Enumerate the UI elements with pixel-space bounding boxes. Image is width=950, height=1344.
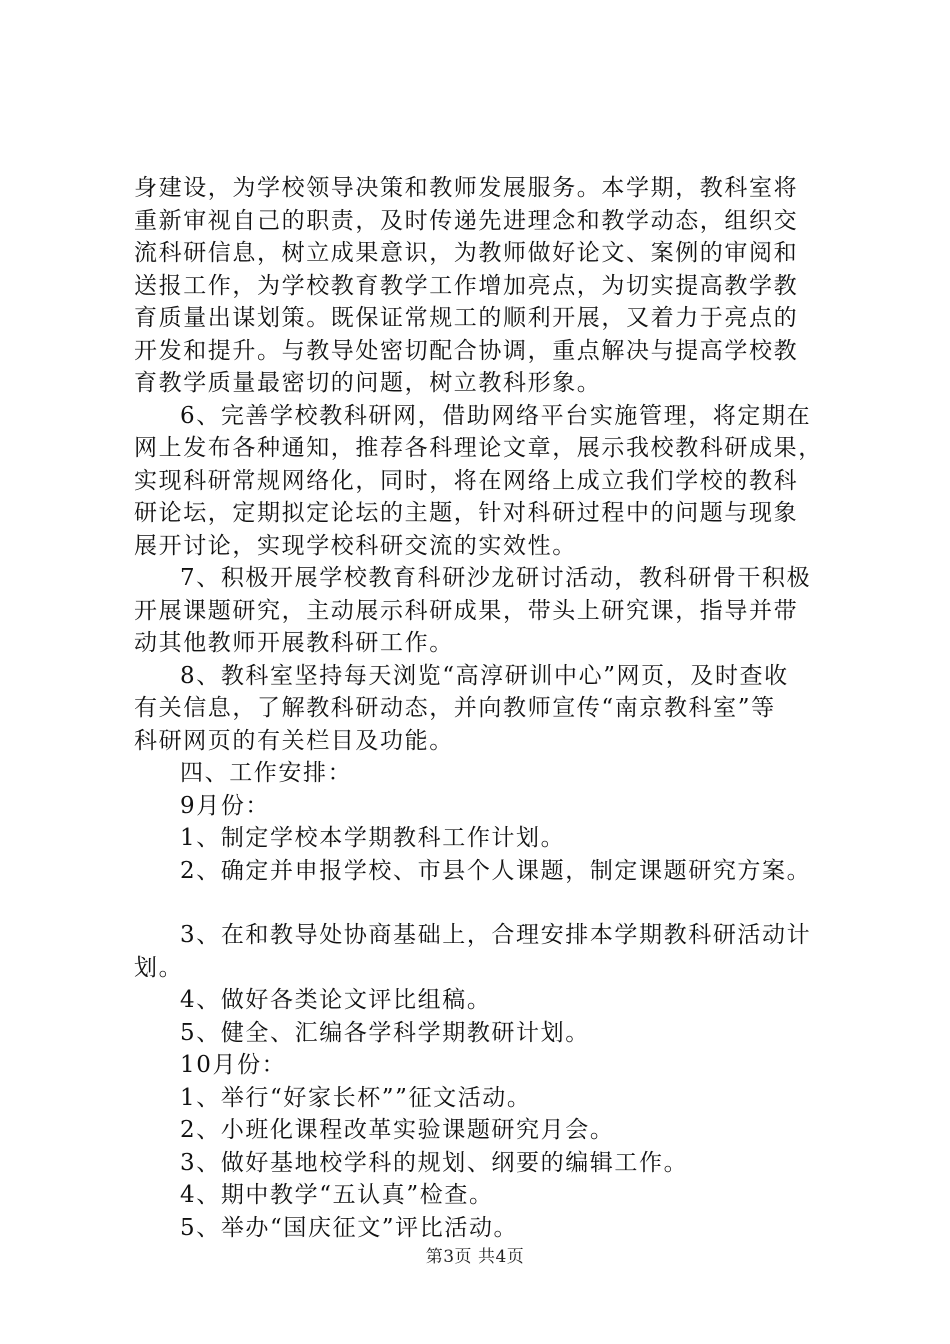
text-line: 动其他教师开展教科研工作。 (134, 630, 454, 656)
section-heading: 四、工作安排： (180, 760, 353, 786)
text-line: 开发和提升。与教导处密切配合协调，重点解决与提高学校教 (134, 337, 799, 364)
list-item: 1、举行“好家长杯””征文活动。 (180, 1084, 532, 1111)
text-line: 育教学质量最密切的问题，树立教科形象。 (134, 370, 602, 396)
list-item: 3、做好基地校学科的规划、纲要的编辑工作。 (180, 1149, 689, 1176)
text-line: 展开讨论，实现学校科研交流的实效性。 (134, 532, 577, 559)
text-line: 网上发布各种通知，推荐各科理论文章，展示我校教科研成果， (134, 435, 823, 461)
list-item: 5、举办“国庆征文”评比活动。 (180, 1214, 519, 1241)
text-line: 有关信息，了解教科研动态，并向教师宣传“南京教科室”等 (134, 695, 776, 721)
text-line: 研论坛，定期拟定论坛的主题，针对科研过程中的问题与现象 (134, 500, 799, 526)
blank-gap (134, 887, 836, 919)
list-item: 2、小班化课程改革实验课题研究月会。 (180, 1117, 615, 1143)
list-item: 2、确定并申报学校、市县个人课题，制定课题研究方案。 (180, 857, 812, 884)
paragraph-start-line: 6、完善学校教科研网，借助网络平台实施管理，将定期在 (180, 402, 812, 429)
text-line: 重新审视自己的职责，及时传递先进理念和教学动态，组织交 (134, 207, 799, 234)
text-line: 流科研信息，树立成果意识，为教师做好论文、案例的审阅和 (134, 240, 799, 266)
text-line: 划。 (134, 954, 184, 981)
text-line: 育质量出谋划策。既保证常规工的顺利开展，又着力于亮点的 (134, 305, 799, 331)
list-item: 5、健全、汇编各学科学期教研计划。 (180, 1019, 590, 1046)
text-line: 实现科研常规网络化，同时，将在网络上成立我们学校的教科 (134, 467, 799, 494)
paragraph-start-line: 8、教科室坚持每天浏览“高淳研训中心”网页，及时查收 (180, 662, 789, 689)
list-item: 4、期中教学“五认真”检查。 (180, 1182, 494, 1208)
page-number: 第3页 共4页 (425, 1247, 525, 1267)
month-heading: 10月份： (180, 1052, 287, 1078)
text-line: 科研网页的有关栏目及功能。 (134, 727, 454, 754)
text-line: 身建设，为学校领导决策和教师发展服务。本学期，教科室将 (134, 175, 799, 201)
list-item: 3、在和教导处协商基础上，合理安排本学期教科研活动计 (180, 922, 812, 948)
document-body (134, 172, 836, 1244)
text-line: 开展课题研究，主动展示科研成果，带头上研究课，指导并带 (134, 597, 799, 624)
paragraph-start-line: 7、积极开展学校教育科研沙龙研讨活动，教科研骨干积极 (180, 565, 812, 591)
text-line: 送报工作，为学校教育教学工作增加亮点，为切实提高教学教 (134, 272, 799, 299)
list-item: 1、制定学校本学期教科工作计划。 (180, 825, 566, 851)
month-heading: 9月份： (180, 792, 271, 819)
list-item: 4、做好各类论文评比组稿。 (180, 987, 492, 1013)
